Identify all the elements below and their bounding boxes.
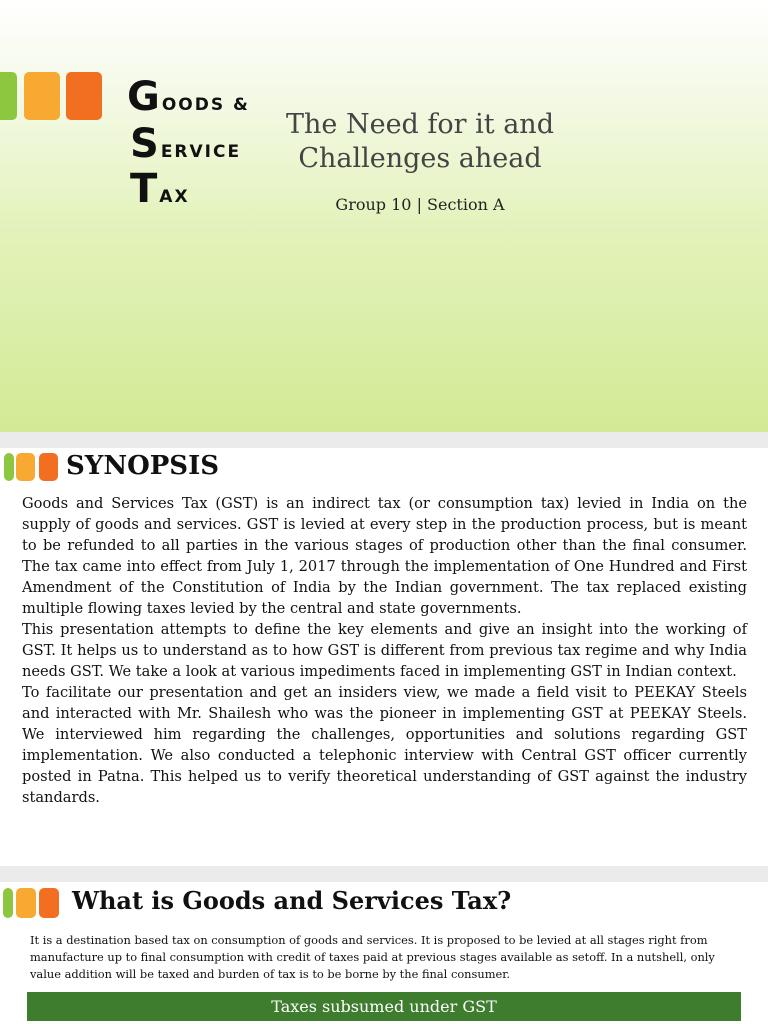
green-square-icon [0, 72, 17, 120]
synopsis-paragraph: Goods and Services Tax (GST) is an indirect tax (or consumption tax) levied in India on the supply of goods and services. GST is levied at every step in the production process, but is meant to be refunded to all parties in the various stages of production other than the final consumer. The tax came into effect from July 1, 2017 through the implementation of One Hundred and First Amendment of the Constitution of India by the Indian government. The tax replaced existing multiple flowing taxes levied by the central and state governments. [22, 495, 747, 617]
yellow-square-icon [16, 453, 35, 481]
gst-logo-line-service: SERVICE [130, 121, 242, 167]
what-is-gst-body: It is a destination based tax on consumption of goods and services. It is proposed to be levied at all stages right from manufacture up to final consumption with credit of taxes paid at previous stages available as setoff. In a nutshell, only value addition will be taxed and burden of tax is to be borne by the final consumer. [30, 933, 715, 981]
orange-square-icon [39, 888, 59, 918]
title-slide [0, 0, 768, 432]
synopsis-paragraph: To facilitate our presentation and get an insiders view, we made a field visit to PEEKAY Steels and interacted with Mr. Shailesh who was the pioneer in implementing GST at PEEKAY Steels. We interviewed him regarding the challenges, opportunities and solutions regarding GST implementation. We also conducted a telephonic interview with Central GST officer currently posted in Patna. This helped us to verify theoretical understanding of GST against the industry standards. [22, 684, 747, 806]
slide-separator [0, 432, 768, 448]
slide-separator [0, 866, 768, 882]
orange-square-icon [39, 453, 58, 481]
green-square-icon [3, 888, 13, 918]
subtitle: Group 10 | Section A [335, 195, 505, 214]
synopsis-paragraph: This presentation attempts to define the key elements and give an insight into the working of GST. It helps us to understand as to how GST is different from previous tax regime and why India needs GST. We take a look at various impediments faced in implementing GST in Indian context. [22, 621, 747, 680]
taxes-subsumed-bar: Taxes subsumed under GST [27, 992, 741, 1021]
gst-logo-line-goods: GOODS & [127, 74, 250, 120]
synopsis-body [22, 493, 747, 808]
gst-logo-line-tax: TAX [130, 166, 190, 212]
yellow-square-icon [24, 72, 60, 120]
yellow-square-icon [16, 888, 36, 918]
green-square-icon [4, 453, 14, 481]
synopsis-heading: SYNOPSIS [66, 451, 220, 481]
orange-square-icon [66, 72, 102, 120]
what-is-gst-heading: What is Goods and Services Tax? [72, 886, 512, 915]
page-title: The Need for it and Challenges ahead [286, 109, 554, 174]
